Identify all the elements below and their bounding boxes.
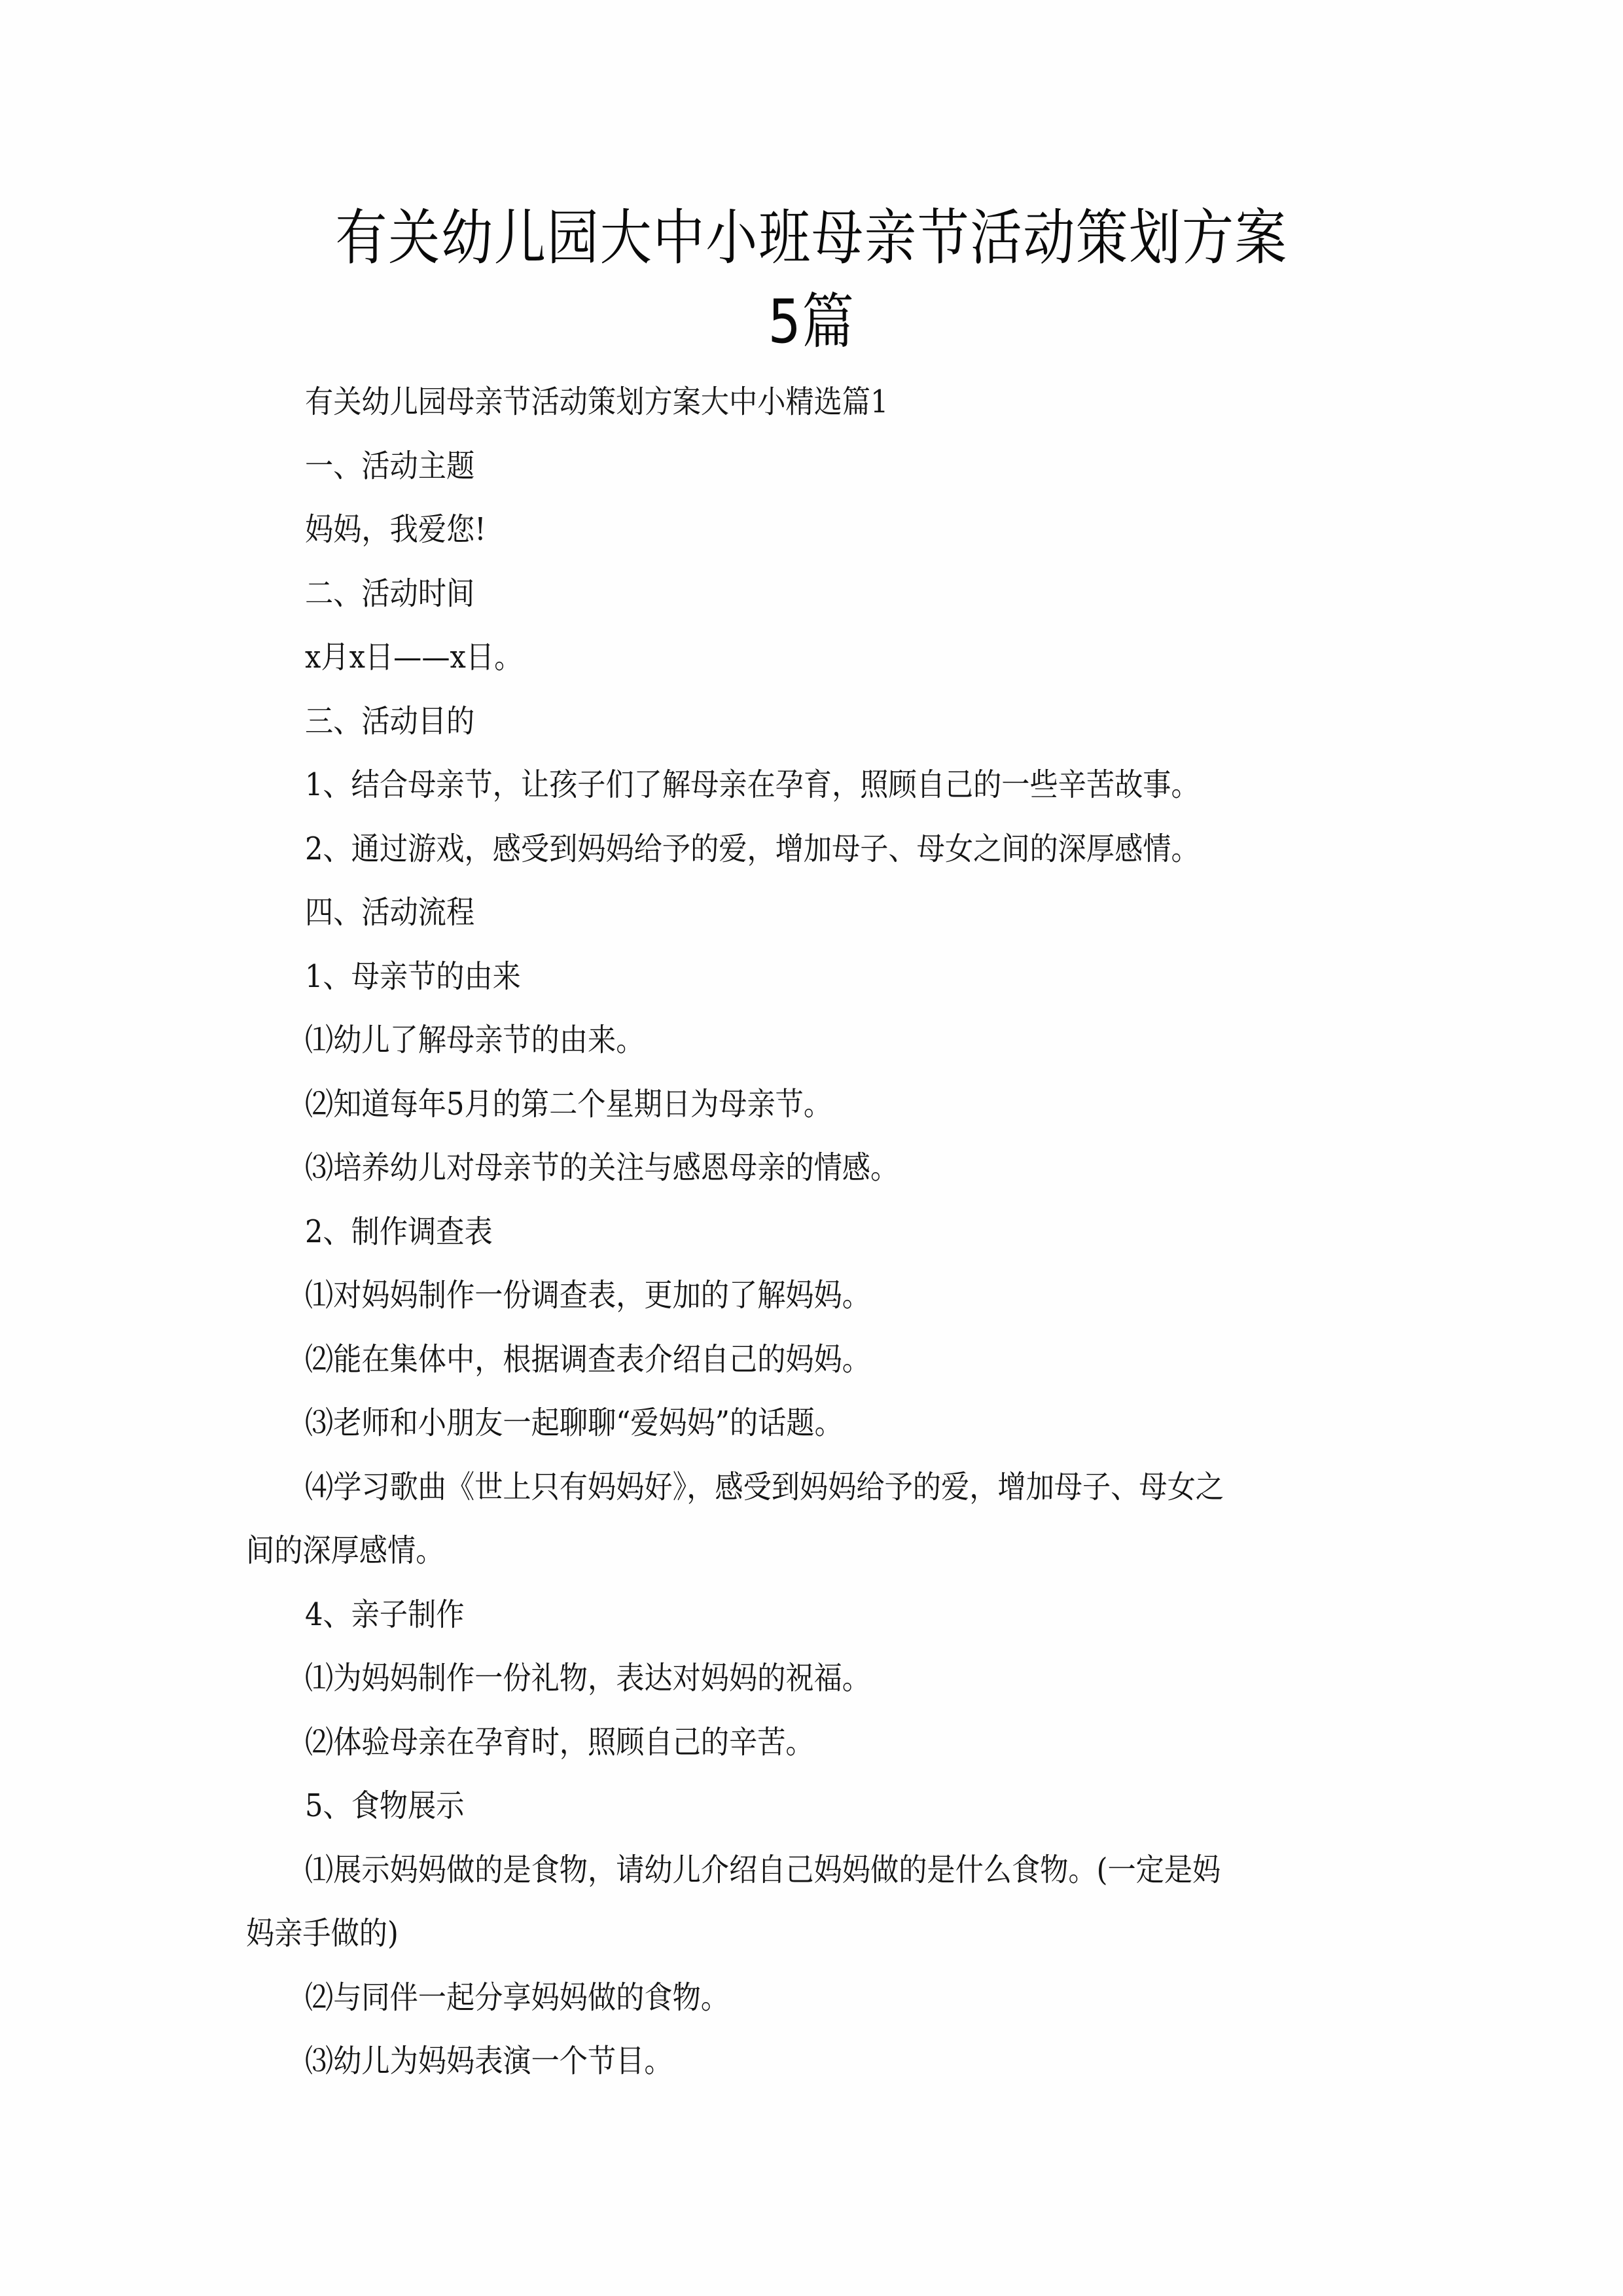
paragraph-goal-2: 2、通过游戏，感受到妈妈给予的爱，增加母子、母女之间的深厚感情。 <box>305 830 1200 867</box>
list-item: ⑶幼儿为妈妈表演一个节目。 <box>305 2043 673 2079</box>
list-item-continuation: 间的深厚感情。 <box>246 1532 444 1569</box>
list-item: ⑴幼儿了解母亲节的由来。 <box>305 1022 645 1058</box>
list-item: ⑵与同伴一起分享妈妈做的食物。 <box>305 1979 730 2016</box>
subheading-food-show: 5、食物展示 <box>305 1787 465 1824</box>
document-title-line-1: 有关幼儿园大中小班母亲节活动策划方案 <box>335 203 1288 273</box>
paragraph-goal-1: 1、结合母亲节，让孩子们了解母亲在孕育，照顾自己的一些辛苦故事。 <box>305 766 1200 803</box>
list-item: ⑴对妈妈制作一份调查表，更加的了解妈妈。 <box>305 1277 871 1314</box>
heading-activity-time: 二、活动时间 <box>305 575 475 612</box>
document-title-line-2: 5篇 <box>768 287 855 357</box>
list-item: ⑶老师和小朋友一起聊聊“爱妈妈”的话题。 <box>305 1405 843 1441</box>
list-item: ⑶培养幼儿对母亲节的关注与感恩母亲的情感。 <box>305 1149 899 1186</box>
subheading-origin: 1、母亲节的由来 <box>305 958 521 995</box>
list-item: ⑵体验母亲在孕育时，照顾自己的辛苦。 <box>305 1723 814 1761</box>
list-item: ⑴展示妈妈做的是食物，请幼儿介绍自己妈妈做的是什么食物。(一定是妈 <box>305 1851 1221 1888</box>
heading-activity-process: 四、活动流程 <box>305 894 475 931</box>
paragraph-theme: 妈妈，我爱您! <box>305 511 486 548</box>
list-item: ⑴为妈妈制作一份礼物，表达对妈妈的祝福。 <box>305 1660 871 1696</box>
list-item: ⑵能在集体中，根据调查表介绍自己的妈妈。 <box>305 1340 871 1378</box>
paragraph-time: x月x日——x日。 <box>305 639 523 675</box>
document-body <box>246 370 1377 2094</box>
subheading-parent-child: 4、亲子制作 <box>305 1596 465 1633</box>
heading-activity-theme: 一、活动主题 <box>305 447 475 484</box>
list-item-continuation: 妈亲手做的) <box>246 1915 399 1952</box>
section-heading-piece-1: 有关幼儿园母亲节活动策划方案大中小精选篇1 <box>305 384 889 420</box>
heading-activity-goal: 三、活动目的 <box>305 702 475 740</box>
list-item: ⑵知道每年5月的第二个星期日为母亲节。 <box>305 1085 832 1122</box>
list-item: ⑷学习歌曲《世上只有妈妈好》，感受到妈妈给予的爱，增加母子、母女之 <box>305 1468 1224 1505</box>
subheading-survey: 2、制作调查表 <box>305 1213 493 1250</box>
